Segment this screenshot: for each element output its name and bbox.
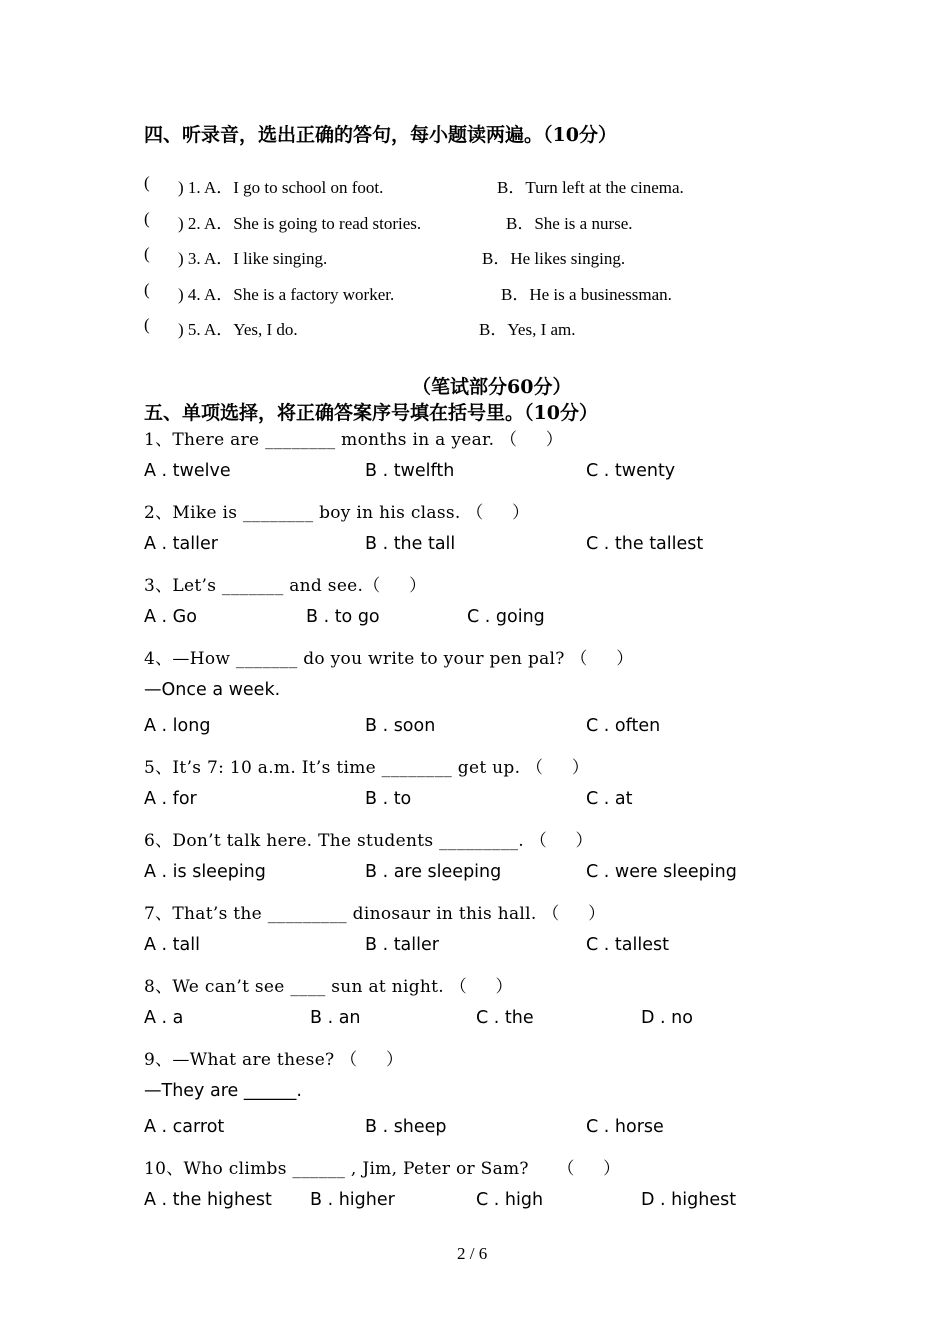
question-4-option-b: B . soon	[365, 716, 436, 736]
question-7-option-c: C . tallest	[586, 935, 669, 955]
question-3-option-a: A . Go	[144, 607, 197, 627]
question-10-stem: 10、Who climbs ______ , Jim, Peter or Sam? （ ）	[144, 1159, 621, 1179]
question-7-stem: 7、That’s the _________ dinosaur in this hall. （ ）	[144, 904, 606, 924]
question-3-stem: 3、Let’s _______ and see.（ ）	[144, 576, 427, 596]
section5-title: 五、单项选择，将正确答案序号填在括号里。（10分）	[144, 402, 598, 424]
question-5-option-b: B . to	[365, 789, 412, 809]
s4-paren-4: (	[144, 280, 150, 299]
s4-option-b-4: B．He is a businessman.	[501, 285, 672, 304]
question-4-option-a: A . long	[144, 716, 211, 736]
question-5-stem: 5、It’s 7: 10 a.m. It’s time ________ get up. （ ）	[144, 758, 590, 778]
page-number: 2 / 6	[457, 1244, 488, 1263]
question-9-option-c: C . horse	[586, 1117, 664, 1137]
question-6-option-c: C . were sleeping	[586, 862, 737, 882]
question-1-option-b: B . twelfth	[365, 461, 455, 481]
question-4-option-c: C . often	[586, 716, 661, 736]
question-6-option-a: A . is sleeping	[144, 862, 266, 882]
question-2-stem: 2、Mike is ________ boy in his class. （ ）	[144, 503, 530, 523]
question-3-option-c: C . going	[467, 607, 545, 627]
s4-paren-3: (	[144, 244, 150, 263]
question-8-option-a: A . a	[144, 1008, 184, 1028]
s4-option-b-5: B．Yes, I am.	[479, 320, 576, 339]
question-10-option-d: D . highest	[641, 1190, 737, 1210]
question-1-option-a: A . twelve	[144, 461, 231, 481]
written-part-heading: （笔试部分60分）	[412, 376, 572, 398]
question-8-option-c: C . the	[476, 1008, 534, 1028]
s4-question-3: ) 3. A．I like singing.	[178, 249, 328, 268]
question-3-option-b: B . to go	[306, 607, 380, 627]
s4-option-b-3: B．He likes singing.	[482, 249, 626, 268]
question-5-option-c: C . at	[586, 789, 633, 809]
question-7-option-a: A . tall	[144, 935, 200, 955]
question-10-option-a: A . the highest	[144, 1190, 272, 1210]
question-9-option-a: A . carrot	[144, 1117, 225, 1137]
question-8-option-d: D . no	[641, 1008, 693, 1028]
question-1-stem: 1、There are ________ months in a year. （ ）	[144, 430, 564, 450]
question-2-option-a: A . taller	[144, 534, 218, 554]
s4-option-b-1: B．Turn left at the cinema.	[497, 178, 684, 197]
s4-question-2: ) 2. A．She is going to read stories.	[178, 214, 422, 233]
question-8-stem: 8、We can’t see ____ sun at night. （ ）	[144, 977, 513, 997]
question-7-option-b: B . taller	[365, 935, 439, 955]
s4-paren-1: (	[144, 173, 150, 192]
question-10-option-b: B . higher	[310, 1190, 395, 1210]
question-10-option-c: C . high	[476, 1190, 544, 1210]
s4-paren-5: (	[144, 315, 150, 334]
s4-question-4: ) 4. A．She is a factory worker.	[178, 285, 395, 304]
s4-option-b-2: B．She is a nurse.	[506, 214, 633, 233]
section4-title: 四、听录音，选出正确的答句，每小题读两遍。（10分）	[144, 124, 617, 146]
s4-question-1: ) 1. A．I go to school on foot.	[178, 178, 384, 197]
s4-paren-2: (	[144, 209, 150, 228]
question-6-stem: 6、Don’t talk here. The students _________. （ ）	[144, 831, 593, 851]
question-8-option-b: B . an	[310, 1008, 361, 1028]
question-6-option-b: B . are sleeping	[365, 862, 502, 882]
question-9-option-b: B . sheep	[365, 1117, 447, 1137]
question-9-reply: —They are ______.	[144, 1081, 302, 1101]
question-4-reply: —Once a week.	[144, 680, 281, 700]
question-9-stem: 9、—What are these? （ ）	[144, 1050, 404, 1070]
question-5-option-a: A . for	[144, 789, 197, 809]
question-2-option-c: C . the tallest	[586, 534, 704, 554]
question-1-option-c: C . twenty	[586, 461, 676, 481]
question-2-option-b: B . the tall	[365, 534, 456, 554]
question-4-stem: 4、—How _______ do you write to your pen pal? （ ）	[144, 649, 634, 669]
s4-question-5: ) 5. A．Yes, I do.	[178, 320, 298, 339]
